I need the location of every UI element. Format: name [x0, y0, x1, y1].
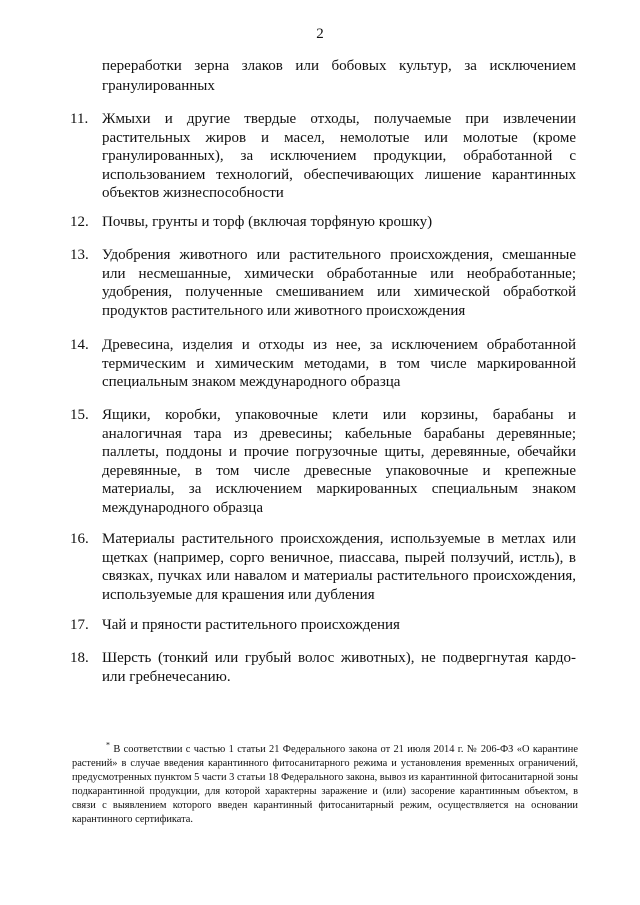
footnote-paragraph	[72, 740, 578, 827]
item-number: 11.	[70, 111, 89, 127]
item-text: Древесина, изделия и отходы из нее, за исключением обработанной термическим и химическим методами, в том числе маркированной специальным знаком международного образца	[102, 337, 576, 390]
item-number: 12.	[70, 214, 89, 230]
item-number: 13.	[70, 247, 89, 263]
item-text: Материалы растительного происхождения, используемые в метлах или щетках (например, сорго веничное, пиассава, пырей ползучий, истль), в связках, пучках или навалом и материалы растительного происхождения, используемые для крашения или дубления	[102, 531, 576, 603]
list-item	[70, 649, 576, 686]
footnote	[72, 740, 578, 827]
list-item	[70, 336, 576, 392]
item-text: Ящики, коробки, упаковочные клети или корзины, барабаны и аналогичная тара из древесины; кабельные барабаны деревянные; паллеты, поддоны и прочие погрузочные щиты, деревянные, обечайки деревянные, в том числе древесные упаковочные и крепежные материалы, за исключением маркированных специальным знаком международного образца	[102, 407, 576, 516]
list-item	[70, 616, 576, 635]
footnote-marker: *	[106, 740, 110, 750]
page-number: 2	[316, 26, 324, 42]
item-text: Почвы, грунты и торф (включая торфяную крошку)	[102, 214, 433, 230]
footnote-text: В соответствии с частью 1 статьи 21 Федерального закона от 21 июля 2014 г. № 206-ФЗ «О карантине растений» в случае введения карантинного фитосанитарного режима и установления временных ограничений, предусмотренных пунктом 5 части 3 статьи 18 Федерального закона, вывоз из карантинной фитосанитарной зоны подкарантинной продукции, для которой характерны заражение и (или) засорение карантинным объектом, в связи с выявлением которого введен карантинный фитосанитарный режим, осуществляется на основании карантинного сертификата.	[72, 744, 578, 825]
list-item-continuation: переработки зерна злаков или бобовых культур, за исключением гранулированных	[102, 58, 576, 94]
item-text: Удобрения животного или растительного происхождения, смешанные или несмешанные, химически обработанные или необработанные; удобрения, полученные смешиванием или химической обработкой продуктов растительного или животного происхождения	[102, 247, 576, 319]
list-item	[70, 406, 576, 517]
item-text: Жмыхи и другие твердые отходы, получаемые при извлечении растительных жиров и масел, немолотые или молотые (кроме гранулированных), за исключением продукции, обработанной с использованием технологий, обеспечивающих лишение карантинных объектов жизнеспособности	[102, 111, 576, 201]
item-number: 15.	[70, 407, 89, 423]
item-text: Чай и пряности растительного происхождения	[102, 617, 400, 633]
item-text: Шерсть (тонкий или грубый волос животных), не подвергнутая кардо- или гребнечесанию.	[102, 650, 576, 685]
item-number: 14.	[70, 337, 89, 353]
item-number: 18.	[70, 650, 89, 666]
list-item	[70, 213, 576, 232]
item-number: 17.	[70, 617, 89, 633]
list-item	[70, 530, 576, 604]
item-number: 16.	[70, 531, 89, 547]
list-item	[70, 110, 576, 203]
list-item	[70, 246, 576, 320]
